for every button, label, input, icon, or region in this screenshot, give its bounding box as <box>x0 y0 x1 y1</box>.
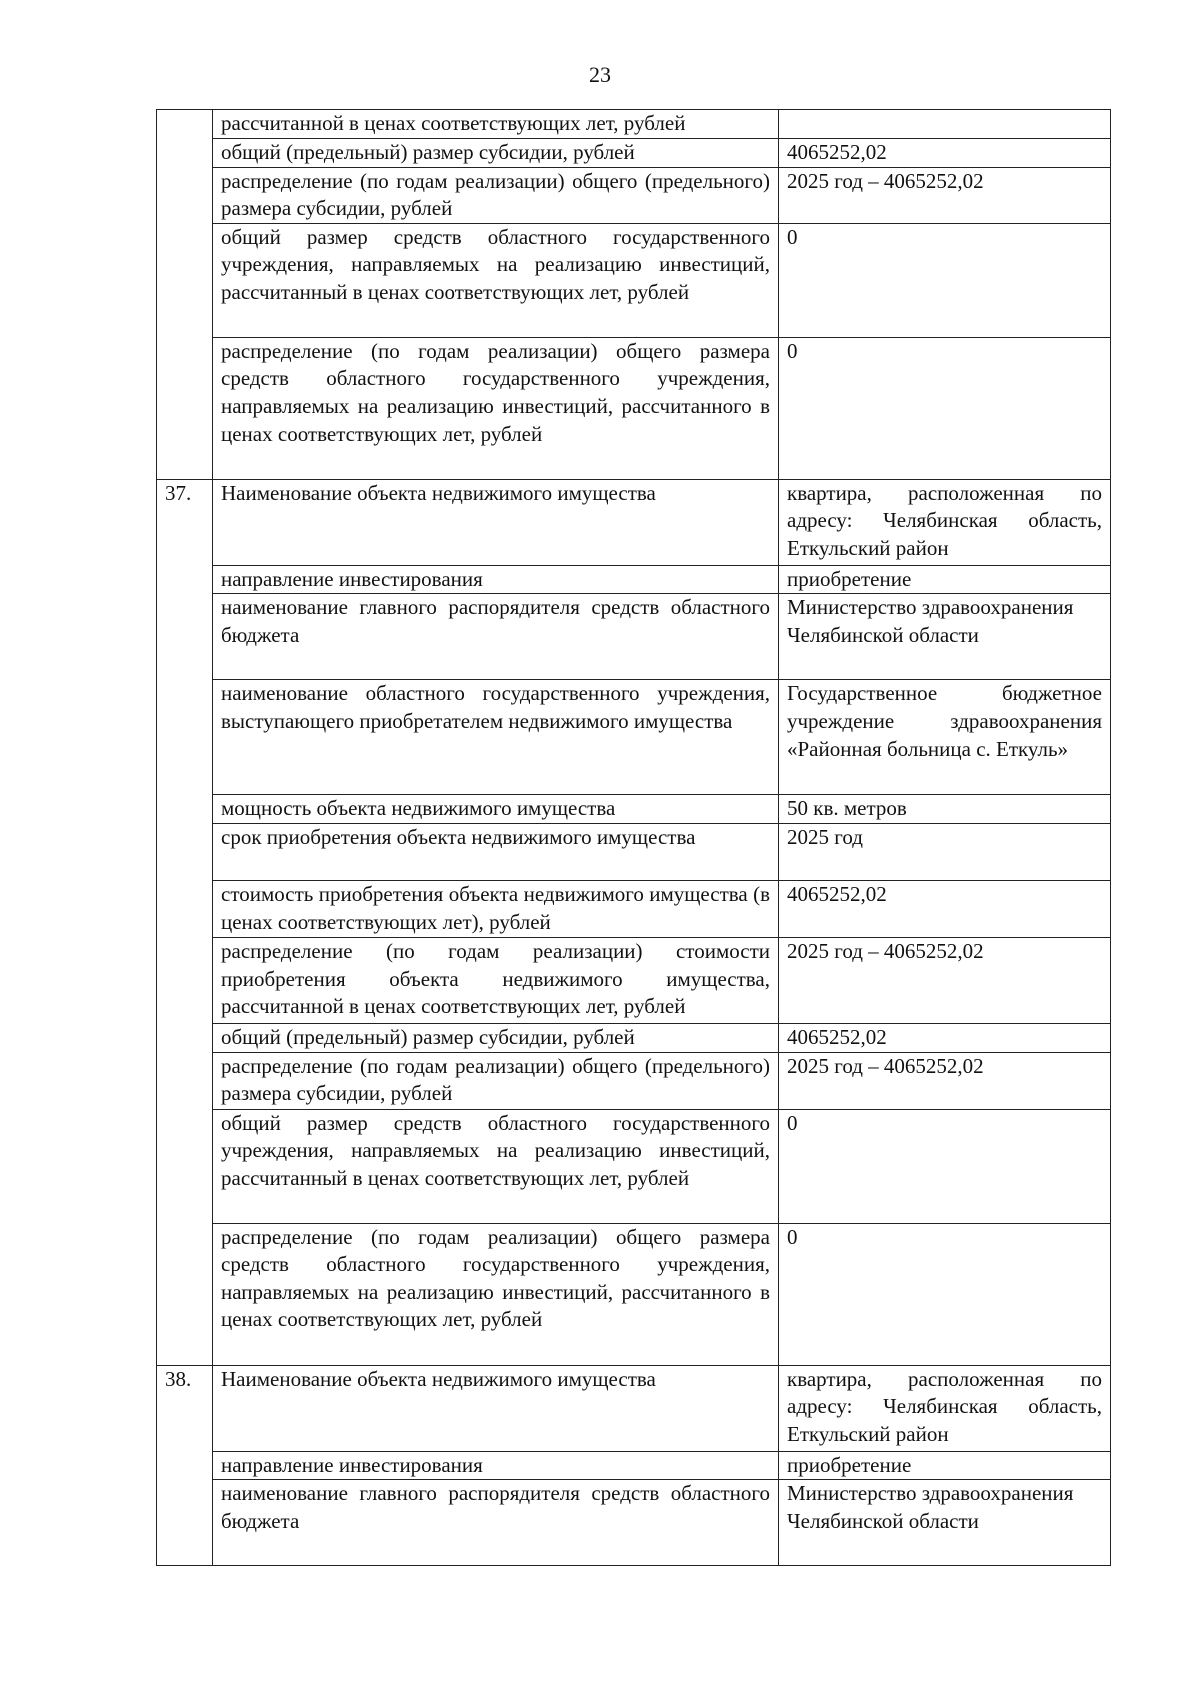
table-row <box>157 594 1111 680</box>
table-row <box>157 479 1111 565</box>
row-value: 0 <box>779 1223 1111 1365</box>
row-value: приобретение <box>779 1451 1111 1480</box>
row-label: общий (предельный) размер субсидии, рублей <box>213 1023 779 1052</box>
table-row <box>157 795 1111 824</box>
row-label: направление инвестирования <box>213 565 779 594</box>
row-value: квартира, расположенная по адресу: Челябинская область, Еткульский район <box>779 479 1111 565</box>
row-label: распределение (по годам реализации) стоимости приобретения объекта недвижимого имущества, рассчитанной в ценах соответствующих лет, рублей <box>213 937 779 1023</box>
row-value: Государственное бюджетное учреждение здравоохранения «Районная больница с. Еткуль» <box>779 680 1111 795</box>
row-label: распределение (по годам реализации) общего размера средств областного государственного учреждения, направляемых на реализацию инвестиций, рассчитанного в ценах соответствующих лет, рублей <box>213 1223 779 1365</box>
object-details-table <box>156 109 1111 1566</box>
table-row <box>157 1023 1111 1052</box>
table-row <box>157 880 1111 937</box>
row-label: срок приобретения объекта недвижимого имущества <box>213 823 779 880</box>
row-value <box>779 110 1111 139</box>
row-value: 4065252,02 <box>779 139 1111 168</box>
row-value: 50 кв. метров <box>779 795 1111 824</box>
table-row <box>157 1451 1111 1480</box>
page-number: 23 <box>589 62 611 87</box>
row-value: 2025 год – 4065252,02 <box>779 1052 1111 1109</box>
table-row <box>157 1109 1111 1223</box>
row-value: 0 <box>779 223 1111 337</box>
table-row <box>157 139 1111 168</box>
table-row <box>157 565 1111 594</box>
item-number-cell: 38. <box>157 1365 213 1566</box>
row-label: распределение (по годам реализации) общего (предельного) размера субсидии, рублей <box>213 1052 779 1109</box>
row-label: общий размер средств областного государственного учреждения, направляемых на реализацию инвестиций, рассчитанный в ценах соответствующих лет, рублей <box>213 223 779 337</box>
table-row <box>157 1365 1111 1451</box>
table-row <box>157 337 1111 479</box>
row-label: рассчитанной в ценах соответствующих лет, рублей <box>213 110 779 139</box>
row-label: мощность объекта недвижимого имущества <box>213 795 779 824</box>
row-value: квартира, расположенная по адресу: Челябинская область, Еткульский район <box>779 1365 1111 1451</box>
row-value: Министерство здравоохранения Челябинской области <box>779 594 1111 680</box>
row-value: Министерство здравоохранения Челябинской области <box>779 1480 1111 1566</box>
row-value: приобретение <box>779 565 1111 594</box>
row-label: направление инвестирования <box>213 1451 779 1480</box>
table-row <box>157 937 1111 1023</box>
row-value: 4065252,02 <box>779 880 1111 937</box>
table-row <box>157 1052 1111 1109</box>
table-row <box>157 223 1111 337</box>
row-label: распределение (по годам реализации) общего (предельного) размера субсидии, рублей <box>213 167 779 223</box>
table-row <box>157 1223 1111 1365</box>
table-row <box>157 167 1111 223</box>
row-label: общий (предельный) размер субсидии, рублей <box>213 139 779 168</box>
row-label: Наименование объекта недвижимого имущества <box>213 479 779 565</box>
item-number-cell: 37. <box>157 479 213 1365</box>
row-value: 2025 год – 4065252,02 <box>779 167 1111 223</box>
row-label: наименование областного государственного учреждения, выступающего приобретателем недвижимого имущества <box>213 680 779 795</box>
item-number-cell <box>157 110 213 480</box>
row-label: стоимость приобретения объекта недвижимого имущества (в ценах соответствующих лет), рублей <box>213 880 779 937</box>
row-label: распределение (по годам реализации) общего размера средств областного государственного учреждения, направляемых на реализацию инвестиций, рассчитанного в ценах соответствующих лет, рублей <box>213 337 779 479</box>
table-row <box>157 1480 1111 1566</box>
row-value: 2025 год <box>779 823 1111 880</box>
row-label: наименование главного распорядителя средств областного бюджета <box>213 594 779 680</box>
row-value: 4065252,02 <box>779 1023 1111 1052</box>
table-row <box>157 823 1111 880</box>
row-label: Наименование объекта недвижимого имущества <box>213 1365 779 1451</box>
row-value: 0 <box>779 1109 1111 1223</box>
row-value: 2025 год – 4065252,02 <box>779 937 1111 1023</box>
row-label: наименование главного распорядителя средств областного бюджета <box>213 1480 779 1566</box>
row-value: 0 <box>779 337 1111 479</box>
row-label: общий размер средств областного государственного учреждения, направляемых на реализацию инвестиций, рассчитанный в ценах соответствующих лет, рублей <box>213 1109 779 1223</box>
table-row <box>157 680 1111 795</box>
table-row <box>157 110 1111 139</box>
